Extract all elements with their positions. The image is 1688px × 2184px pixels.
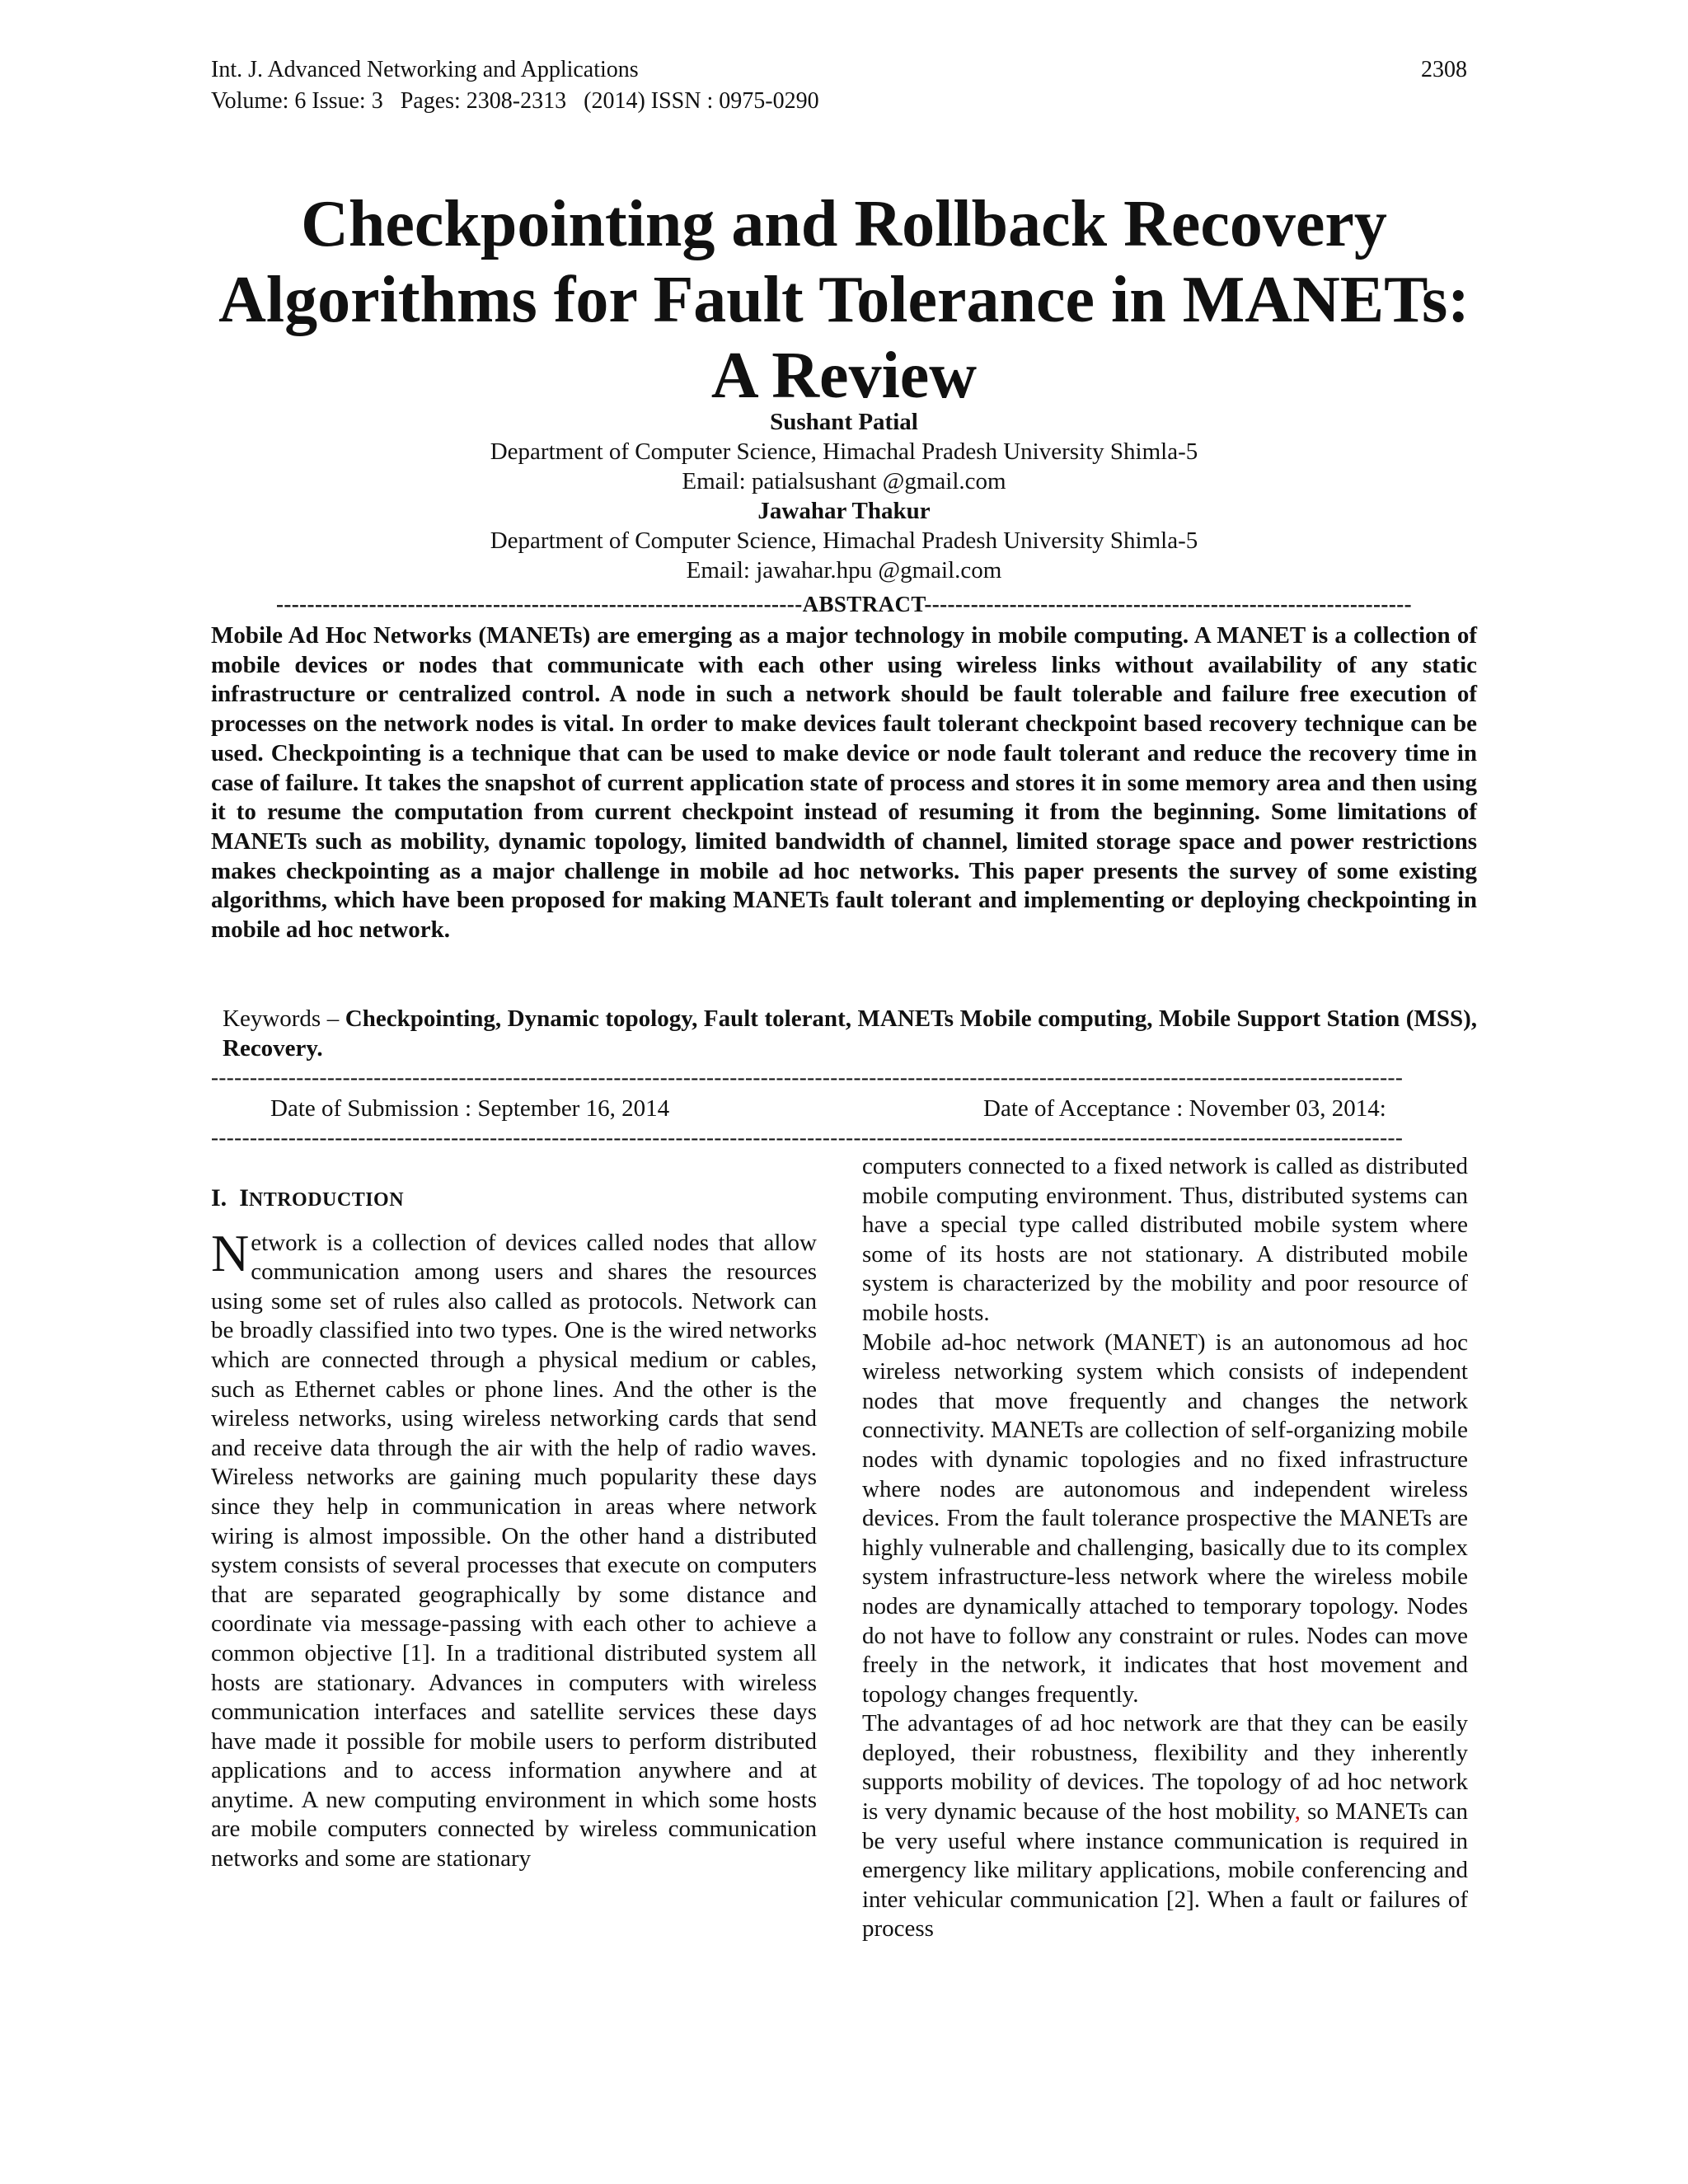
section-numeral: I. bbox=[211, 1184, 240, 1212]
author-name: Jawahar Thakur bbox=[757, 498, 931, 524]
acceptance-date: Date of Acceptance : November 03, 2014: bbox=[983, 1095, 1386, 1122]
abstract-separator: --------------------------------------------------------------------ABSTRACT--------------------------------------------------------------- bbox=[275, 592, 1412, 616]
title-line-3: A Review bbox=[710, 340, 978, 412]
intro-paragraph bbox=[211, 1223, 817, 1874]
journal-name: Int. J. Advanced Networking and Applications bbox=[211, 57, 639, 82]
keywords-label: Keywords – bbox=[223, 1005, 345, 1032]
body-paragraph: Mobile ad-hoc network (MANET) is an autonomous ad hoc wireless networking system which consists of independent nodes that move frequently and changes the network connectivity. MANETs are collection of self-organizing mobile nodes with dynamic topologies and no fixed infrastructure where nodes are autonomous and independent wireless devices. From the fault tolerance prospective the MANETs are highly vulnerable and challenging, basically due to its complex system infrastructure-less network where the wireless mobile nodes are dynamically attached to temporary topology. Nodes do not have to follow any constraint or rules. Nodes can move freely in the network, it indicates that host movement and topology changes frequently. bbox=[862, 1329, 1468, 1708]
paper-title bbox=[148, 186, 1540, 414]
volume-line: Volume: 6 Issue: 3 Pages: 2308-2313 (2014) ISSN : 0975-0290 bbox=[211, 88, 819, 114]
paragraph-text: so MANETs can be very useful where instance communication is required in emergency like military applications, mobile conferencing and inter vehicular communication [2]. When a fault or failures of process bbox=[862, 1798, 1468, 1943]
body-paragraph bbox=[862, 1709, 1468, 1944]
intro-text: etwork is a collection of devices called nodes that allow communication among users and shares the resources using some set of rules also called as protocols. Network can be broadly classified into two types. One is the wired networks which are connected through a physical medium or cables, such as Ethernet cables or phone lines. And the other is the wireless networks, using wireless networking cards that send and receive data through the air with the help of radio waves. Wireless networks are gaining much popularity these days since they help in communication in areas where network wiring is almost impossible. On the other hand a distributed system consists of several processes that execute on computers that are separated geographically by some distance and coordinate via message-passing with each other to achieve a common objective [1]. In a traditional distributed system all hosts are stationary. Advances in computers with wireless communication interfaces and satellite services these days have made it possible for mobile users to perform distributed applications and to access information anywhere and at anytime. A new computing environment in which some hosts are mobile computers connected by wireless communication networks and some are stationary bbox=[211, 1229, 817, 1872]
author-affiliation: Department of Computer Science, Himachal Pradesh University Shimla-5 bbox=[490, 527, 1198, 554]
abstract-text: Mobile Ad Hoc Networks (MANETs) are emerging as a major technology in mobile computing. A MANET is a collection of mobile devices or nodes that communicate with each other using wireless links without availability of any static infrastructure or centralized control. A node in such a network should be fault tolerable and failure free execution of processes on the network nodes is vital. In order to make devices fault tolerant checkpoint based recovery technique can be used. Checkpointing is a technique that can be used to make device or node fault tolerant and reduce the recovery time in case of failure. It takes the snapshot of current application state of process and stores it in some memory area and then using it to resume the computation from current checkpoint instead of resuming it from the beginning. Some limitations of MANETs such as mobility, dynamic topology, limited bandwidth of channel, limited storage space and power restrictions makes checkpointing as a major challenge in mobile ad hoc networks. This paper presents the survey of some existing algorithms, which have been proposed for making MANETs fault tolerant and implementing or deploying checkpointing in mobile ad hoc network. bbox=[211, 622, 1477, 944]
title-line-2: Algorithms for Fault Tolerance in MANETs: bbox=[218, 264, 1470, 336]
author-affiliation: Department of Computer Science, Himachal Pradesh University Shimla-5 bbox=[490, 438, 1198, 465]
dates-row bbox=[270, 1094, 1441, 1123]
submission-date: Date of Submission : September 16, 2014 bbox=[270, 1095, 670, 1122]
section-heading bbox=[211, 1183, 817, 1216]
keywords-text: Checkpointing, Dynamic topology, Fault tolerant, MANETs Mobile computing, Mobile Support Station (MSS), Recovery. bbox=[223, 1005, 1477, 1062]
paragraph-text: The advantages of ad hoc network are that they can be easily deployed, their robustness, flexibility and they inherently supports mobility of devices. The topology of ad hoc network is very dynamic because of the host mobility bbox=[862, 1710, 1468, 1825]
title-line-1: Checkpointing and Rollback Recovery bbox=[301, 188, 1387, 260]
red-comma: , bbox=[1294, 1798, 1301, 1825]
drop-cap: N bbox=[211, 1223, 250, 1282]
keywords bbox=[223, 1004, 1477, 1063]
heading-initial: I bbox=[239, 1184, 249, 1212]
left-column bbox=[211, 1152, 817, 1874]
divider-line: ---------------------------------------------------------------------------------------------------------------------------------------------------------- bbox=[211, 1125, 1404, 1150]
page-number: 2308 bbox=[1421, 57, 1467, 82]
heading-rest: NTRODUCTION bbox=[248, 1189, 405, 1211]
author-email: Email: patialsushant @gmail.com bbox=[682, 468, 1006, 494]
author-block bbox=[211, 407, 1477, 585]
body-paragraph: computers connected to a fixed network is called as distributed mobile computing environment. Thus, distributed systems can have a special type called distributed mobile system where some of its hosts are not stationary. A distributed mobile system is characterized by the mobility and poor resource of mobile hosts. bbox=[862, 1153, 1468, 1326]
author-name: Sushant Patial bbox=[770, 409, 918, 435]
right-column bbox=[862, 1152, 1468, 1944]
running-header bbox=[211, 54, 1467, 117]
divider-line: ---------------------------------------------------------------------------------------------------------------------------------------------------------- bbox=[211, 1065, 1404, 1090]
author-email: Email: jawahar.hpu @gmail.com bbox=[686, 557, 1002, 583]
